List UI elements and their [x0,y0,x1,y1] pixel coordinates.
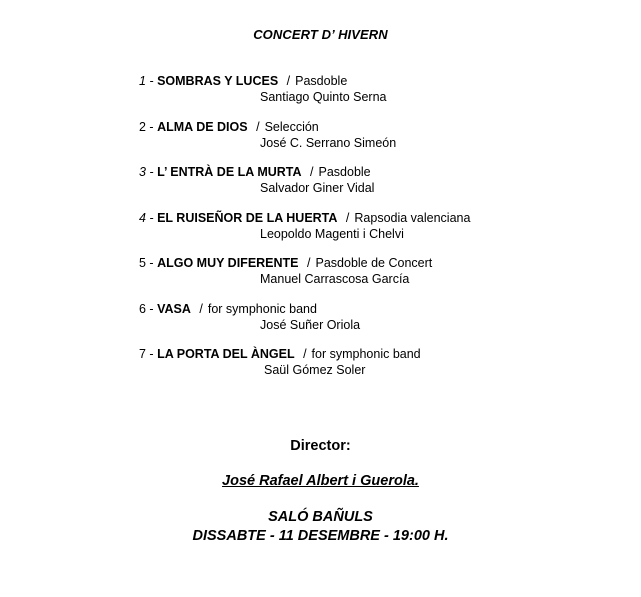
director-name-line [0,473,641,489]
program-item-number: 6 - [139,301,154,316]
program-item-separator: / [345,210,350,225]
program-item-heading [139,164,619,180]
program-item-form: Pasdoble [295,74,348,88]
program-item-composer: José C. Serrano Simeón [260,135,397,150]
program-item-separator: / [307,256,311,270]
program-item-form: Selección [264,119,319,134]
program-item-separator: / [310,165,314,179]
program-item-composer: Saül Gómez Soler [264,363,366,377]
program-item-title: SOMBRAS Y LUCES [157,74,279,88]
program-item-separator: / [199,301,203,316]
program-item-separator: / [256,119,260,134]
program-item-title: ALMA DE DIOS [157,119,248,134]
program-item-number: 4 - [139,210,154,225]
program-item-composer: Santiago Quinto Serna [260,90,387,104]
program-item [139,255,619,301]
program-item-composer: Salvador Giner Vidal [260,181,375,195]
program-item [139,210,619,256]
program-item-composer: José Suñer Oriola [260,317,361,332]
program-item [139,73,619,119]
program-item-number: 1 - [139,74,154,88]
program-item-heading [139,73,619,89]
program-item-separator: / [303,347,307,361]
program-item-number: 5 - [139,256,154,270]
event-date: DISSABTE - 11 DESEMBRE - 19:00 H. [192,528,449,544]
program-item-form: Rapsodia valenciana [354,210,471,225]
program-item [139,164,619,210]
concert-title: CONCERT D’ HIVERN [253,27,388,42]
program-item-heading [139,210,619,226]
program-item-form: for symphonic band [311,347,421,361]
program-item-form: for symphonic band [207,301,317,316]
program-item-composer: Leopoldo Magenti i Chelvi [260,226,404,241]
venue: SALÓ BAÑULS [268,509,373,525]
program-item-heading [139,301,619,317]
director-label: Director: [290,438,351,454]
program-item-title: LA PORTA DEL ÀNGEL [157,347,295,361]
program-item-form: Pasdoble [318,165,371,179]
program-item-form: Pasdoble de Concert [315,256,433,270]
program-item-heading [139,119,619,135]
program-item-heading [139,346,619,362]
program-item-separator: / [286,74,291,88]
program-item-title: L’ ENTRÀ DE LA MURTA [157,165,302,179]
program-item [139,119,619,165]
program-item-number: 3 - [139,165,154,179]
program-item-number: 7 - [139,347,154,361]
program-item-number: 2 - [139,119,154,134]
program-item-heading [139,255,619,271]
program-item-title: ALGO MUY DIFERENTE [157,256,299,270]
program-item [139,346,619,392]
director-name: José Rafael Albert i Guerola. [222,473,419,489]
program-item-title: EL RUISEÑOR DE LA HUERTA [157,210,338,225]
program-item-composer: Manuel Carrascosa García [260,272,410,286]
program-list [139,73,619,392]
program-item [139,301,619,347]
program-item-title: VASA [157,301,191,316]
